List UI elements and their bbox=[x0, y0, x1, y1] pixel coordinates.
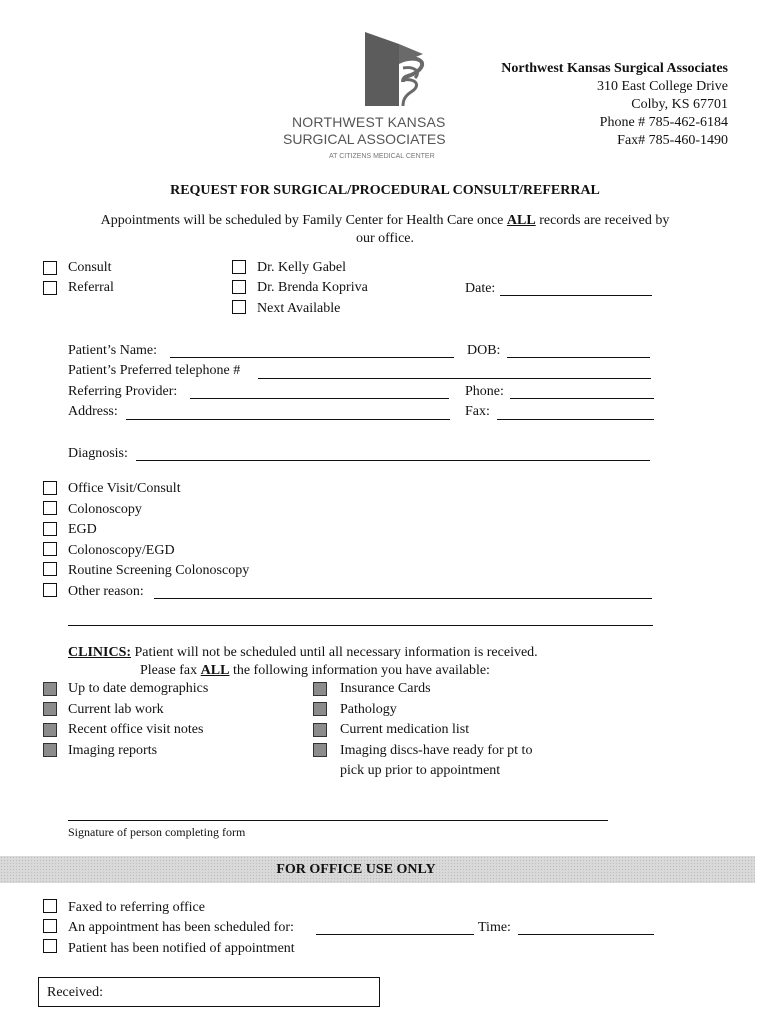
notice-part-1: Appointments will be scheduled by Family Center for Health Care once bbox=[100, 213, 507, 228]
fax-label: Fax: bbox=[465, 404, 490, 419]
telephone-label: Patient’s Preferred telephone # bbox=[68, 363, 241, 378]
logo-line-3: AT CITIZENS MEDICAL CENTER bbox=[329, 153, 435, 160]
diagnosis-field[interactable] bbox=[136, 460, 650, 461]
phone-field[interactable] bbox=[510, 398, 654, 399]
org-fax: Fax# 785-460-1490 bbox=[617, 133, 728, 148]
date-label: Date: bbox=[465, 281, 496, 296]
signature-field[interactable] bbox=[68, 820, 608, 821]
provider-gabel-checkbox[interactable] bbox=[232, 260, 246, 274]
provider-kopriva-label: Dr. Brenda Kopriva bbox=[257, 280, 368, 295]
pathology-checkbox[interactable] bbox=[313, 702, 327, 716]
scheduled-label: An appointment has been scheduled for: bbox=[68, 920, 294, 935]
referring-provider-field[interactable] bbox=[190, 398, 449, 399]
fax-field[interactable] bbox=[497, 419, 654, 420]
routine-screening-checkbox[interactable] bbox=[43, 562, 57, 576]
dob-label: DOB: bbox=[467, 343, 501, 358]
colonoscopy-label: Colonoscopy bbox=[68, 502, 142, 517]
notified-label: Patient has been notified of appointment bbox=[68, 941, 295, 956]
org-street: 310 East College Drive bbox=[596, 79, 728, 94]
other-reason-field[interactable] bbox=[154, 598, 652, 599]
referring-provider-label: Referring Provider: bbox=[68, 384, 178, 399]
provider-next-available-checkbox[interactable] bbox=[232, 300, 246, 314]
notice-line-1 bbox=[0, 213, 770, 229]
other-reason-checkbox[interactable] bbox=[43, 583, 57, 597]
colonoscopy-egd-label: Colonoscopy/EGD bbox=[68, 543, 175, 558]
logo bbox=[283, 30, 446, 165]
office-notes-checkbox[interactable] bbox=[43, 723, 57, 737]
lab-work-label: Current lab work bbox=[68, 702, 164, 717]
other-reason-field-line-2[interactable] bbox=[68, 625, 653, 626]
clinics-label: CLINICS: bbox=[68, 645, 132, 660]
time-label: Time: bbox=[478, 920, 511, 935]
provider-kopriva-checkbox[interactable] bbox=[232, 280, 246, 294]
notice-emphasis: ALL bbox=[506, 213, 536, 228]
insurance-cards-label: Insurance Cards bbox=[340, 681, 431, 696]
notice-line-2: our office. bbox=[355, 231, 415, 246]
notice-part-2: records are received by bbox=[535, 213, 670, 228]
telephone-field[interactable] bbox=[258, 378, 651, 379]
signature-label: Signature of person completing form bbox=[68, 825, 246, 839]
other-reason-label: Other reason: bbox=[68, 584, 144, 599]
faxed-label: Faxed to referring office bbox=[68, 900, 205, 915]
medication-list-label: Current medication list bbox=[340, 722, 470, 737]
imaging-discs-label-cont: pick up prior to appointment bbox=[340, 763, 501, 778]
office-visit-checkbox[interactable] bbox=[43, 481, 57, 495]
office-use-heading: FOR OFFICE USE ONLY bbox=[276, 862, 436, 877]
scheduled-checkbox[interactable] bbox=[43, 919, 57, 933]
demographics-label: Up to date demographics bbox=[68, 681, 209, 696]
clinics-text-2a: Please fax bbox=[140, 663, 201, 678]
imaging-discs-checkbox[interactable] bbox=[313, 743, 327, 757]
scheduled-date-field[interactable] bbox=[316, 934, 474, 935]
date-field[interactable] bbox=[500, 295, 652, 296]
time-field[interactable] bbox=[518, 934, 654, 935]
form-title: REQUEST FOR SURGICAL/PROCEDURAL CONSULT/REFERRAL bbox=[170, 183, 600, 198]
org-name: Northwest Kansas Surgical Associates bbox=[501, 61, 728, 76]
clinics-text-1: Patient will not be scheduled until all necessary information is received. bbox=[131, 645, 538, 660]
received-label: Received: bbox=[47, 985, 103, 1000]
patient-name-label: Patient’s Name: bbox=[68, 343, 158, 358]
provider-next-available-label: Next Available bbox=[257, 301, 341, 316]
diagnosis-label: Diagnosis: bbox=[68, 446, 128, 461]
dob-field[interactable] bbox=[507, 357, 650, 358]
office-visit-label: Office Visit/Consult bbox=[68, 481, 181, 496]
caduceus-logo-icon bbox=[363, 30, 433, 108]
egd-label: EGD bbox=[68, 522, 97, 537]
faxed-checkbox[interactable] bbox=[43, 899, 57, 913]
egd-checkbox[interactable] bbox=[43, 522, 57, 536]
clinics-line-1 bbox=[68, 645, 538, 661]
office-notes-label: Recent office visit notes bbox=[68, 722, 204, 737]
org-phone: Phone # 785-462-6184 bbox=[599, 115, 728, 130]
org-city: Colby, KS 67701 bbox=[631, 97, 728, 112]
provider-gabel-label: Dr. Kelly Gabel bbox=[257, 260, 347, 275]
imaging-reports-label: Imaging reports bbox=[68, 743, 158, 758]
referral-label: Referral bbox=[68, 280, 114, 295]
imaging-discs-label: Imaging discs-have ready for pt to bbox=[340, 743, 533, 758]
imaging-reports-checkbox[interactable] bbox=[43, 743, 57, 757]
consult-label: Consult bbox=[68, 260, 112, 275]
address-field[interactable] bbox=[126, 419, 450, 420]
address-label: Address: bbox=[68, 404, 118, 419]
routine-screening-label: Routine Screening Colonoscopy bbox=[68, 563, 250, 578]
phone-label: Phone: bbox=[465, 384, 504, 399]
logo-line-2: SURGICAL ASSOCIATES bbox=[283, 131, 446, 147]
medication-list-checkbox[interactable] bbox=[313, 723, 327, 737]
demographics-checkbox[interactable] bbox=[43, 682, 57, 696]
colonoscopy-checkbox[interactable] bbox=[43, 501, 57, 515]
notified-checkbox[interactable] bbox=[43, 939, 57, 953]
colonoscopy-egd-checkbox[interactable] bbox=[43, 542, 57, 556]
patient-name-field[interactable] bbox=[170, 357, 454, 358]
clinics-emphasis: ALL bbox=[200, 663, 230, 678]
pathology-label: Pathology bbox=[340, 702, 397, 717]
lab-work-checkbox[interactable] bbox=[43, 702, 57, 716]
referral-checkbox[interactable] bbox=[43, 281, 57, 295]
logo-line-1: NORTHWEST KANSAS bbox=[292, 114, 446, 130]
insurance-cards-checkbox[interactable] bbox=[313, 682, 327, 696]
consult-checkbox[interactable] bbox=[43, 261, 57, 275]
clinics-text-2b: the following information you have available: bbox=[229, 663, 490, 678]
clinics-line-2 bbox=[140, 663, 490, 679]
